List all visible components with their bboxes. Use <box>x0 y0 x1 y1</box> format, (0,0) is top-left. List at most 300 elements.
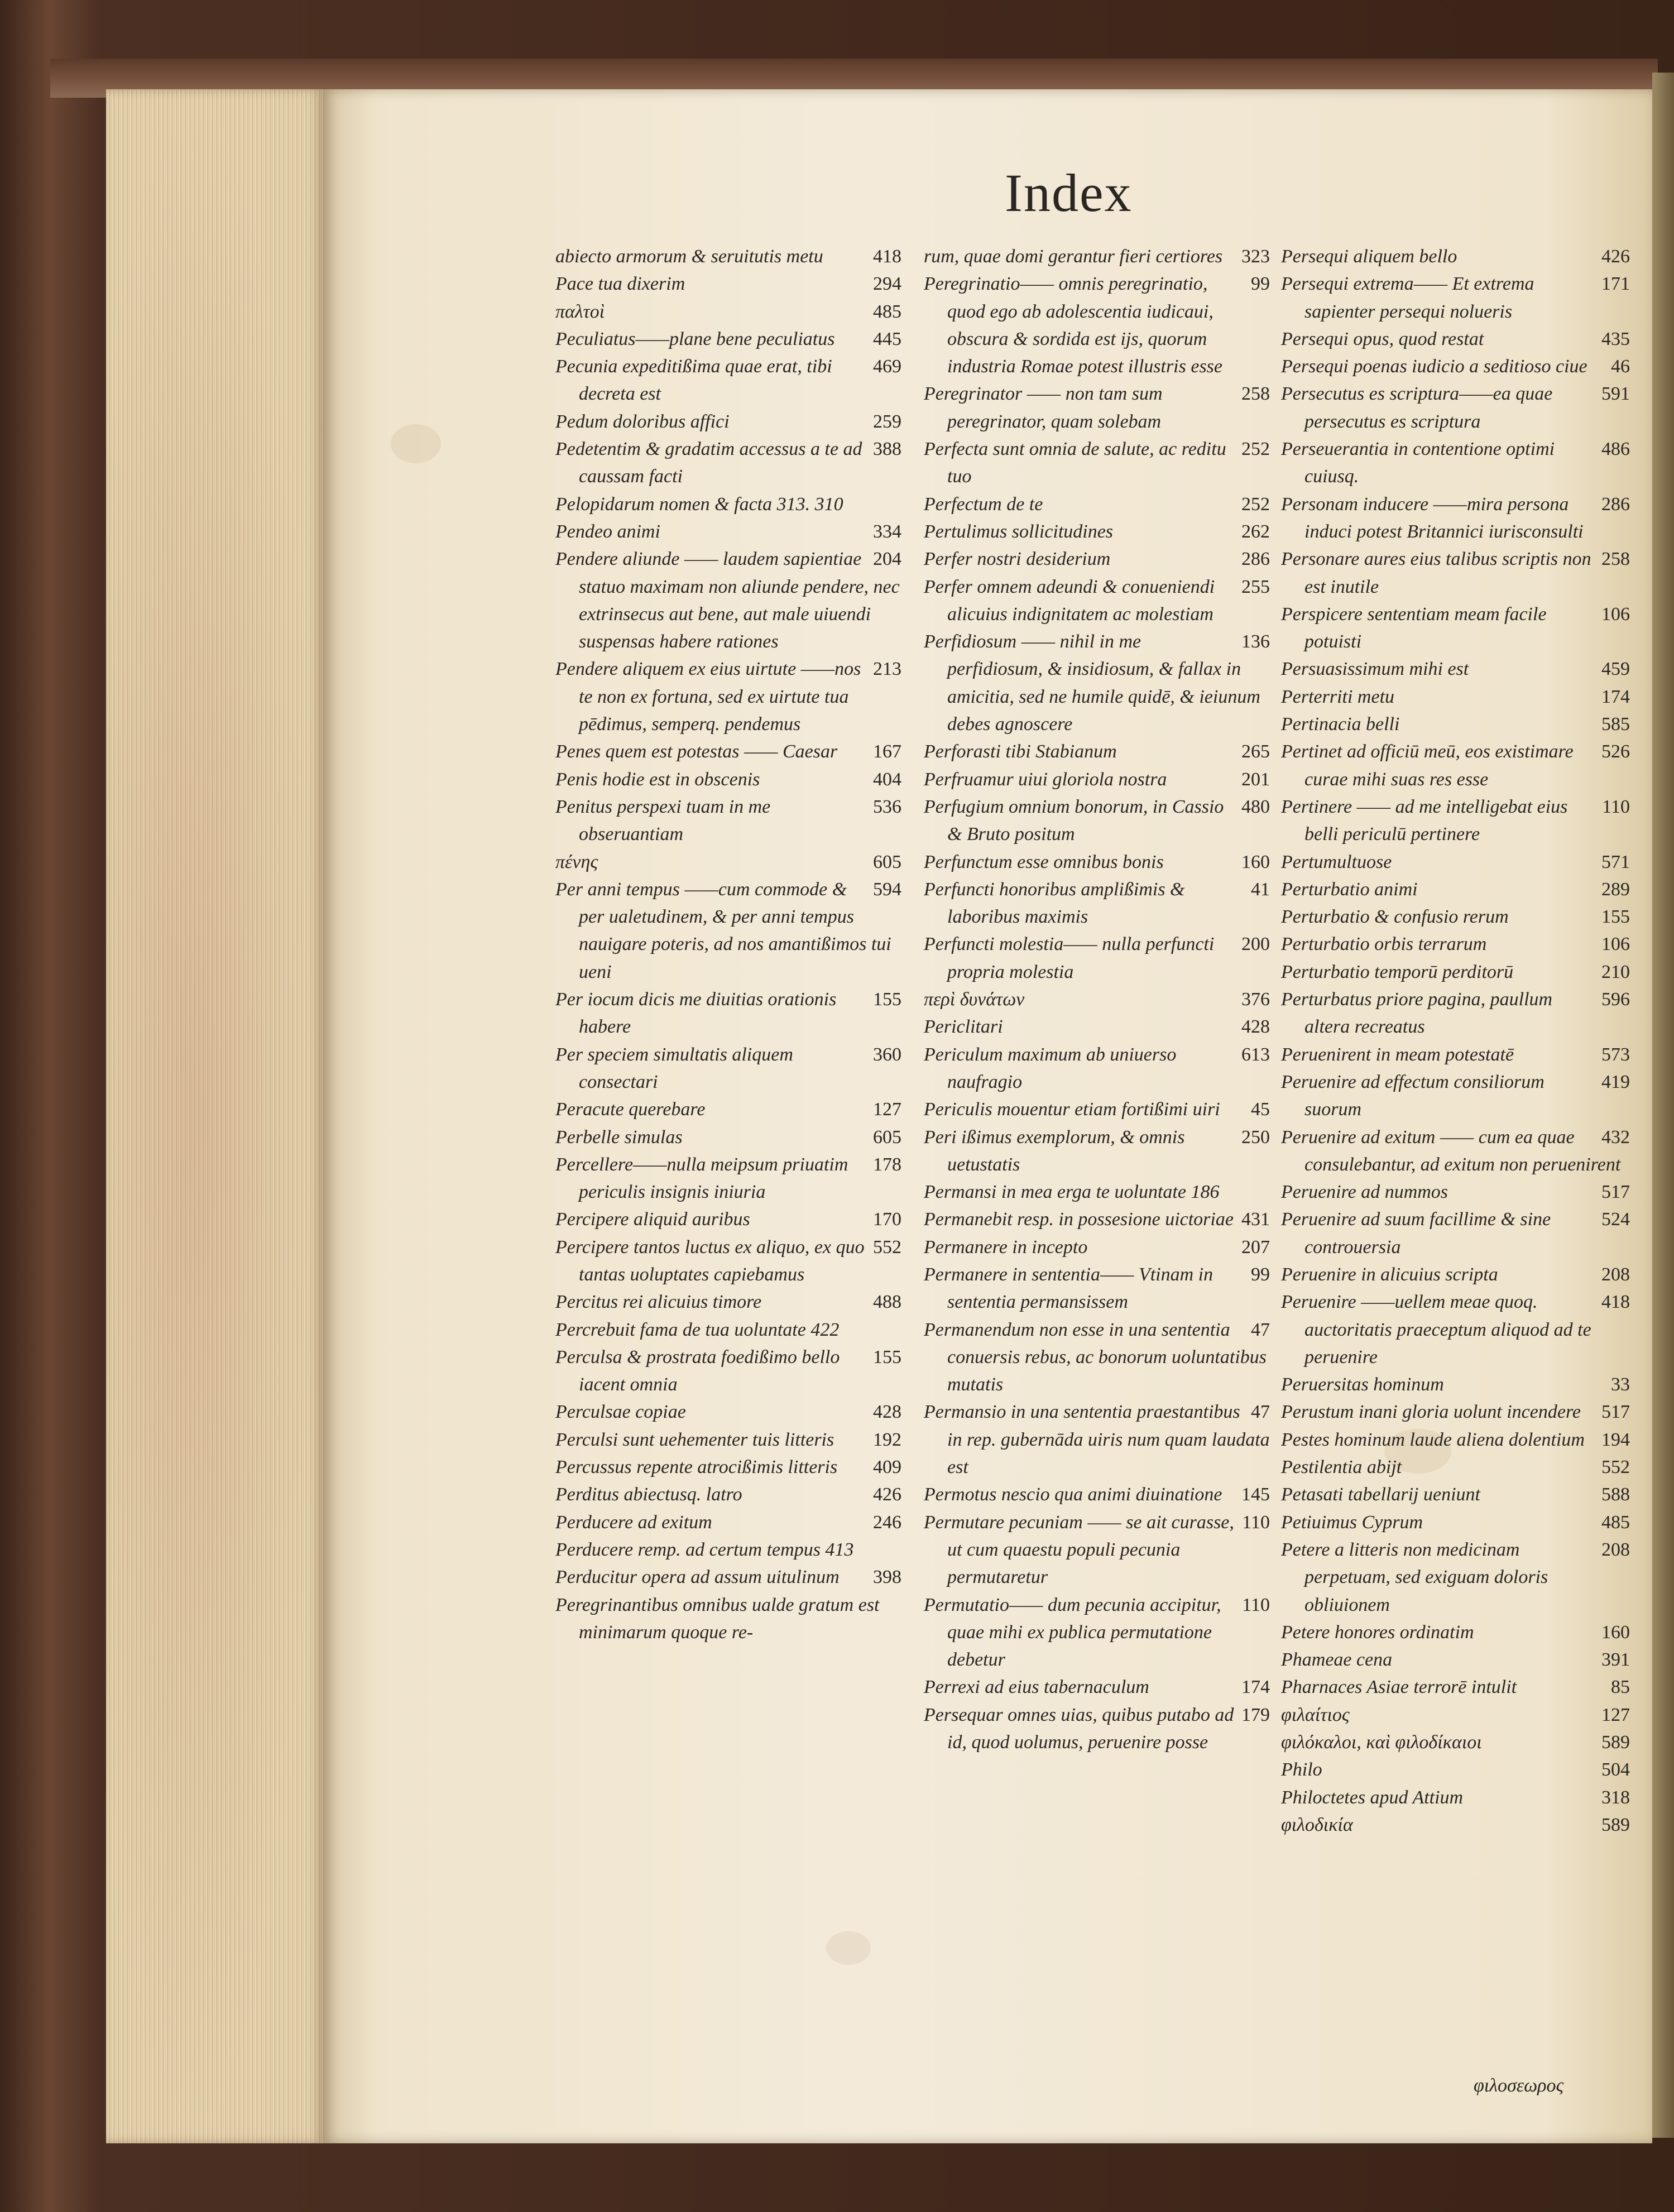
index-entry <box>555 766 901 793</box>
page-reference: 99 <box>1251 273 1270 295</box>
page-reference: 404 <box>873 769 901 790</box>
page-reference: 106 <box>1601 934 1630 955</box>
page-reference: 179 <box>1241 1704 1270 1725</box>
index-entry <box>1281 1784 1630 1811</box>
page-reference: 99 <box>1251 1264 1270 1285</box>
entry-text: Pertinacia belli <box>1281 714 1400 735</box>
entry-text: Persequi aliquem bello <box>1281 246 1457 267</box>
index-entry <box>924 1398 1270 1481</box>
entry-text: Petasati tabellarij ueniunt <box>1281 1484 1480 1505</box>
index-entry <box>1281 1673 1630 1701</box>
entry-text: Perfer omnem adeundi & conueniendi alicuius indignitatem ac molestiam <box>924 576 1215 625</box>
index-entry <box>1281 1124 1630 1179</box>
entry-text: Permansio in una sententia praestantibus in rep. gubernāda uiris num quam laudata est <box>924 1402 1270 1478</box>
entry-text: Penes quem est potestas —— Caesar <box>555 741 838 762</box>
entry-text: Perbelle simulas <box>555 1126 683 1148</box>
index-entry <box>924 1481 1270 1508</box>
page-reference: 485 <box>1601 1512 1630 1533</box>
entry-text: Peruenire ad nummos <box>1281 1182 1448 1203</box>
entry-text: Persecutus es scriptura——ea quae persecutus es scriptura <box>1281 383 1553 432</box>
page-reference: 127 <box>1601 1704 1630 1725</box>
index-entry <box>1281 380 1630 435</box>
page-reference: 588 <box>1601 1484 1630 1505</box>
entry-text: Peruenire ad effectum consiliorum suorum <box>1281 1071 1545 1120</box>
index-entry <box>555 298 901 325</box>
page-reference: 289 <box>1601 879 1630 900</box>
page-reference: 265 <box>1241 741 1270 762</box>
entry-text: Permanendum non esse in una sententia conuersis rebus, ac bonorum uoluntatibus mutatis <box>924 1319 1267 1395</box>
entry-text: Permanebit resp. in possesione uictoriae <box>924 1209 1234 1230</box>
page-reference: 174 <box>1601 686 1630 707</box>
entry-text: Pertumultuose <box>1281 851 1392 872</box>
index-entry <box>1281 601 1630 656</box>
page-reference: 171 <box>1601 273 1630 295</box>
index-entry <box>1281 986 1630 1041</box>
page-reference: 398 <box>873 1567 901 1588</box>
page-reference: 388 <box>873 439 901 460</box>
page-reference: 252 <box>1241 439 1270 460</box>
page-reference: 262 <box>1241 521 1270 542</box>
page-reference: 594 <box>873 879 901 900</box>
entry-text: Perspicere sententiam meam facile potuisti <box>1281 603 1547 652</box>
entry-text: Penitus perspexi tuam in me obseruantiam <box>555 796 771 845</box>
index-entry <box>555 1316 901 1343</box>
index-entry <box>1281 903 1630 930</box>
index-entry <box>555 848 901 876</box>
entry-text: πένης <box>555 851 598 872</box>
index-entry <box>1281 1371 1630 1398</box>
index-entry <box>924 1316 1270 1399</box>
page-reference: 524 <box>1601 1209 1630 1230</box>
page-reference: 85 <box>1611 1677 1630 1698</box>
entry-text: περὶ δυνάτων <box>924 989 1025 1010</box>
index-entry <box>1281 1481 1630 1508</box>
index-entry <box>1281 243 1630 270</box>
index-entry <box>924 435 1270 491</box>
entry-text: Perustum inani gloria uolunt incendere <box>1281 1402 1581 1423</box>
page-reference: 213 <box>873 659 901 680</box>
page-reference: 170 <box>873 1209 901 1230</box>
entry-text: Perturbatio animi <box>1281 879 1418 900</box>
index-entry <box>1281 1068 1630 1124</box>
page-reference: 252 <box>1241 493 1270 515</box>
page-reference: 204 <box>873 549 901 570</box>
entry-text: Pestes hominum laude aliena dolentium <box>1281 1429 1585 1450</box>
index-entry <box>555 545 901 655</box>
entry-text: Per speciem simultatis aliquem consectari <box>555 1044 793 1092</box>
page-reference: 585 <box>1601 714 1630 735</box>
page-reference: 110 <box>1602 796 1630 817</box>
page-reference: 160 <box>1241 851 1270 872</box>
entry-text: Perturbatus priore pagina, paullum altera recreatus <box>1281 989 1553 1038</box>
page-reference: 571 <box>1601 851 1630 872</box>
index-column-3 <box>1281 243 1630 1839</box>
index-column-1 <box>555 243 901 1646</box>
page-reference: 46 <box>1611 356 1630 377</box>
index-entry <box>555 270 901 298</box>
index-entry <box>555 1151 901 1206</box>
page-reference: 192 <box>873 1429 901 1450</box>
entry-text: Peruenire ——uellem meae quoq. auctoritatis praeceptum aliquod ad te peruenire <box>1281 1292 1591 1367</box>
index-entry <box>924 270 1270 380</box>
entry-text: Peregrinatio—— omnis peregrinatio, quod ego ab adolescentia iudicaui, obscura & sordida est ijs, quorum industria Romae potest illustris esse <box>924 273 1222 377</box>
page-reference: 445 <box>873 328 901 349</box>
entry-text: Perculsi sunt uehementer tuis litteris <box>555 1429 834 1450</box>
entry-text: Philoctetes apud Attium <box>1281 1787 1464 1808</box>
entry-text: Pendeo animi <box>555 521 660 542</box>
page-reference: 246 <box>873 1512 901 1533</box>
index-entry <box>924 986 1270 1013</box>
entry-text: Persequi extrema—— Et extrema sapienter persequi nolueris <box>1281 273 1534 322</box>
index-entry <box>1281 655 1630 683</box>
index-entry <box>555 1509 901 1536</box>
entry-text: Personam inducere ——mira persona induci potest Britannici iurisconsulti <box>1281 493 1584 542</box>
page-reference: 613 <box>1241 1044 1270 1065</box>
index-entry <box>555 325 901 353</box>
page-reference: 145 <box>1241 1484 1270 1505</box>
index-entry <box>555 435 901 491</box>
page-reference: 552 <box>873 1236 901 1258</box>
page-reference: 155 <box>1601 906 1630 928</box>
index-entry <box>924 876 1270 931</box>
entry-text: Perforasti tibi Stabianum <box>924 741 1117 762</box>
page-reference: 47 <box>1251 1319 1270 1340</box>
page-reference: 432 <box>1601 1126 1630 1148</box>
entry-text: Peregrinator —— non tam sum peregrinator, quam solebam <box>924 383 1163 432</box>
page-reference: 201 <box>1241 769 1270 790</box>
entry-text: φιλοδικία <box>1281 1814 1353 1835</box>
index-entry <box>1281 1619 1630 1646</box>
page-reference: 174 <box>1241 1677 1270 1698</box>
entry-text: Pelopidarum nomen & facta 313. 310 <box>555 493 843 515</box>
index-entry <box>1281 1509 1630 1536</box>
index-entry <box>924 848 1270 876</box>
page-reference: 127 <box>873 1099 901 1120</box>
index-entry <box>555 1536 901 1563</box>
page-reference: 526 <box>1601 741 1630 762</box>
index-entry <box>924 738 1270 765</box>
entry-text: Penis hodie est in obscenis <box>555 769 760 790</box>
page-reference: 605 <box>873 851 901 872</box>
entry-text: Pertinet ad officiū meū, eos existimare curae mihi suas res esse <box>1281 741 1574 790</box>
index-entry <box>1281 876 1630 903</box>
index-entry <box>924 380 1270 435</box>
page-heading: Index <box>1005 163 1133 223</box>
index-entry <box>1281 683 1630 711</box>
entry-text: Pendere aliquem ex eius uirtute ——nos te non ex fortuna, sed ex uirtute tua pēdimus, semperq. pendemus <box>555 659 861 735</box>
index-entry <box>924 243 1270 270</box>
index-entry <box>1281 1398 1630 1426</box>
index-entry <box>555 1096 901 1123</box>
index-entry <box>924 628 1270 738</box>
index-entry <box>1281 1206 1630 1261</box>
page-reference: 110 <box>1242 1512 1270 1533</box>
entry-text: Perturbatio temporū perditorū <box>1281 961 1514 982</box>
page-reference: 376 <box>1241 989 1270 1010</box>
page-reference: 294 <box>873 273 901 295</box>
page-reference: 488 <box>873 1292 901 1313</box>
index-entry <box>1281 930 1630 958</box>
page-reference: 426 <box>1601 246 1630 267</box>
index-entry <box>1281 711 1630 738</box>
entry-text: Permanere in sententia—— Vtinam in sententia permansissem <box>924 1264 1213 1313</box>
page-reference: 552 <box>1601 1457 1630 1478</box>
page-reference: 208 <box>1601 1264 1630 1285</box>
index-entry <box>555 1234 901 1289</box>
entry-text: Perducere remp. ad certum tempus 413 <box>555 1539 854 1560</box>
entry-text: Pendere aliunde —— laudem sapientiae statuo maximam non aliunde pendere, nec extrinsecus aut bene, aut male uiuendi suspensas habere rationes <box>555 549 900 652</box>
index-entry <box>924 1041 1270 1096</box>
entry-text: Peruenire ad suum facillime & sine controuersia <box>1281 1209 1551 1258</box>
entry-text: Perfuncti honoribus amplißimis & laboribus maximis <box>924 879 1185 928</box>
entry-text: Per anni tempus ——cum commode & per ualetudinem, & per anni tempus nauigare poteris, ad nos amantißimos tui ueni <box>555 879 891 982</box>
page-reference: 47 <box>1251 1402 1270 1423</box>
catchword: φιλοσεωρος <box>1474 2075 1564 2096</box>
page-reference: 485 <box>873 301 901 322</box>
entry-text: Perculsa & prostrata foedißimo bello iacent omnia <box>555 1346 840 1395</box>
index-entry <box>555 1481 901 1508</box>
index-column-2 <box>924 243 1270 1756</box>
index-entry <box>555 243 901 270</box>
index-entry <box>1281 1701 1630 1729</box>
page-reference: 591 <box>1601 383 1630 405</box>
index-entry <box>1281 1426 1630 1453</box>
entry-text: Perducitur opera ad assum uitulinum <box>555 1567 840 1588</box>
entry-text: Peruenirent in meam potestatē <box>1281 1044 1514 1065</box>
index-entry <box>924 1509 1270 1591</box>
page-reference: 258 <box>1241 383 1270 405</box>
index-entry <box>555 1288 901 1316</box>
entry-text: Peruenire ad exitum —— cum ea quae consulebantur, ad exitum non peruenirent <box>1281 1126 1621 1175</box>
entry-text: Permansi in mea erga te uoluntate 186 <box>924 1182 1220 1203</box>
index-entry <box>1281 1756 1630 1783</box>
entry-text: Phameae cena <box>1281 1649 1393 1671</box>
page-reference: 45 <box>1251 1099 1270 1120</box>
entry-text: Percipere tantos luctus ex aliquo, ex quo tantas uoluptates capiebamus <box>555 1236 865 1285</box>
page-reference: 418 <box>1601 1292 1630 1313</box>
index-entry <box>924 1701 1270 1757</box>
page-reference: 605 <box>873 1126 901 1148</box>
entry-text: Perditus abiectusq. latro <box>555 1484 742 1505</box>
entry-text: Perturbatio & confusio rerum <box>1281 906 1509 928</box>
page-reference: 426 <box>873 1484 901 1505</box>
page-reference: 428 <box>1241 1016 1270 1038</box>
index-entry <box>555 738 901 765</box>
page-reference: 167 <box>873 741 901 762</box>
entry-text: Peculiatus——plane bene peculiatus <box>555 328 835 349</box>
entry-text: Perfuncti molestia—— nulla perfuncti propria molestia <box>924 934 1215 982</box>
entry-text: Peregrinantibus omnibus ualde gratum est minimarum quoque re- <box>555 1594 880 1643</box>
page-reference: 596 <box>1601 989 1630 1010</box>
index-entry <box>555 876 901 986</box>
entry-text: φιλόκαλοι, καὶ φιλοδίκαιοι <box>1281 1732 1482 1753</box>
entry-text: Perfunctum esse omnibus bonis <box>924 851 1164 872</box>
index-entry <box>1281 1536 1630 1619</box>
entry-text: Percitus rei alicuius timore <box>555 1292 762 1313</box>
page-reference: 517 <box>1601 1182 1630 1203</box>
entry-text: Persequi opus, quod restat <box>1281 328 1484 349</box>
index-entry <box>555 1398 901 1426</box>
page-reference: 208 <box>1601 1539 1630 1560</box>
page-reference: 178 <box>873 1154 901 1175</box>
index-entry <box>924 1013 1270 1040</box>
index-entry <box>924 1124 1270 1179</box>
page-reference: 480 <box>1241 796 1270 817</box>
index-entry <box>1281 1811 1630 1839</box>
page-reference: 41 <box>1251 879 1270 900</box>
index-entry <box>924 1261 1270 1316</box>
entry-text: Persequi poenas iudicio a seditioso ciue <box>1281 356 1587 377</box>
index-entry <box>1281 1288 1630 1371</box>
entry-text: Perrexi ad eius tabernaculum <box>924 1677 1149 1698</box>
page-reference: 428 <box>873 1402 901 1423</box>
index-entry <box>555 408 901 435</box>
entry-text: Perfruamur uiui gloriola nostra <box>924 769 1167 790</box>
page-reference: 334 <box>873 521 901 542</box>
index-entry <box>924 1206 1270 1233</box>
entry-text: Pecunia expeditißima quae erat, tibi decreta est <box>555 356 832 405</box>
entry-text: Periclitari <box>924 1016 1003 1038</box>
entry-text: Persuasissimum mihi est <box>1281 659 1469 680</box>
entry-text: Perfecta sunt omnia de salute, ac reditu tuo <box>924 439 1226 487</box>
index-entry <box>924 573 1270 628</box>
index-entry <box>1281 738 1630 793</box>
index-entry <box>1281 958 1630 986</box>
index-entry <box>555 1041 901 1096</box>
page-reference: 259 <box>873 411 901 432</box>
page-reference: 409 <box>873 1457 901 1478</box>
page-reference: 250 <box>1241 1126 1270 1148</box>
page-reference: 536 <box>873 796 901 817</box>
index-entry <box>555 1453 901 1481</box>
index-entry <box>1281 1261 1630 1288</box>
entry-text: Petere honores ordinatim <box>1281 1621 1474 1643</box>
entry-text: φιλαίτιος <box>1281 1704 1350 1725</box>
page-reference: 258 <box>1601 549 1630 570</box>
entry-text: Percellere——nulla meipsum priuatim periculis insignis iniuria <box>555 1154 848 1203</box>
page-reference: 486 <box>1601 439 1630 460</box>
entry-text: Percipere aliquid auribus <box>555 1209 750 1230</box>
entry-text: Permotus nescio qua animi diuinatione <box>924 1484 1222 1505</box>
index-entry <box>555 1124 901 1151</box>
entry-text: Percussus repente atrocißimis litteris <box>555 1457 838 1478</box>
entry-text: Philo <box>1281 1759 1322 1781</box>
entry-text: Perseuerantia in contentione optimi cuiusq. <box>1281 439 1555 487</box>
entry-text: Perculsae copiae <box>555 1402 686 1423</box>
entry-text: Permutatio—— dum pecunia accipitur, quae mihi ex publica permutatione debetur <box>924 1594 1221 1671</box>
index-entry <box>1281 545 1630 601</box>
index-entry <box>555 1343 901 1399</box>
index-entry <box>1281 325 1630 353</box>
entry-text: Perfugium omnium bonorum, in Cassio & Bruto positum <box>924 796 1224 845</box>
entry-text: Perfectum de te <box>924 493 1043 515</box>
index-entry <box>1281 793 1630 848</box>
index-entry <box>924 1178 1270 1206</box>
index-entry <box>1281 491 1630 546</box>
entry-text: Pace tua dixerim <box>555 273 685 295</box>
entry-text: Periculum maximum ab uniuerso naufragio <box>924 1044 1177 1092</box>
index-entry <box>1281 353 1630 380</box>
page-reference: 323 <box>1241 246 1270 267</box>
entry-text: Per iocum dicis me diuitias orationis habere <box>555 989 837 1038</box>
index-entry <box>1281 435 1630 491</box>
page-reference: 136 <box>1241 631 1270 652</box>
entry-text: Perfer nostri desiderium <box>924 549 1111 570</box>
index-entry <box>1281 1453 1630 1481</box>
index-entry <box>924 1234 1270 1261</box>
index-entry <box>924 1673 1270 1701</box>
page-reference: 155 <box>873 1346 901 1367</box>
page-reference: 200 <box>1241 934 1270 955</box>
entry-text: Perterriti metu <box>1281 686 1395 707</box>
page-reference: 207 <box>1241 1236 1270 1258</box>
entry-text: Perducere ad exitum <box>555 1512 712 1533</box>
page-reference: 459 <box>1601 659 1630 680</box>
index-entry <box>924 545 1270 573</box>
book-cover-right <box>1652 73 1674 2138</box>
index-entry <box>924 766 1270 793</box>
page-reference: 431 <box>1241 1209 1270 1230</box>
entry-text: Persequar omnes uias, quibus putabo ad id, quod uolumus, peruenire posse <box>924 1704 1234 1753</box>
page-reference: 573 <box>1601 1044 1630 1065</box>
page-reference: 106 <box>1601 603 1630 625</box>
entry-text: Pedetentim & gradatim accessus a te ad caussam facti <box>555 439 862 487</box>
index-entry <box>924 930 1270 986</box>
entry-text: Pedum doloribus affici <box>555 411 730 432</box>
index-entry <box>1281 270 1630 325</box>
page-reference: 589 <box>1601 1732 1630 1753</box>
entry-text: rum, quae domi gerantur fieri certiores <box>924 246 1223 267</box>
page-reference: 504 <box>1601 1759 1630 1781</box>
index-entry <box>924 1096 1270 1123</box>
entry-text: Periculis mouentur etiam fortißimi uiri <box>924 1099 1220 1120</box>
entry-text: Perturbatio orbis terrarum <box>1281 934 1487 955</box>
index-entry <box>1281 848 1630 876</box>
entry-text: Perfidiosum —— nihil in me perfidiosum, & insidiosum, & fallax in amicitia, sed ne humile quidē, & ieiunum debes agnoscere <box>924 631 1260 735</box>
page-reference: 419 <box>1601 1071 1630 1092</box>
entry-text: Peri ißimus exemplorum, & omnis uetustatis <box>924 1126 1185 1175</box>
entry-text: Pertulimus sollicitudines <box>924 521 1114 542</box>
page-reference: 418 <box>873 246 901 267</box>
index-entry <box>555 793 901 848</box>
page-reference: 360 <box>873 1044 901 1065</box>
page-reference: 210 <box>1601 961 1630 982</box>
entry-text: παλτοὶ <box>555 301 605 322</box>
page-reference: 255 <box>1241 576 1270 597</box>
page-reference: 517 <box>1601 1402 1630 1423</box>
index-entry <box>1281 1041 1630 1068</box>
index-entry <box>555 1563 901 1591</box>
entry-text: Personare aures eius talibus scriptis non est inutile <box>1281 549 1591 597</box>
index-entry <box>1281 1729 1630 1756</box>
entry-text: Peruersitas hominum <box>1281 1374 1444 1395</box>
entry-text: abiecto armorum & seruitutis metu <box>555 246 823 267</box>
index-entry <box>555 518 901 545</box>
page-reference: 194 <box>1601 1429 1630 1450</box>
page-reference: 435 <box>1601 328 1630 349</box>
index-entry <box>924 491 1270 518</box>
entry-text: Permanere in incepto <box>924 1236 1088 1258</box>
page-reference: 33 <box>1611 1374 1630 1395</box>
index-entry <box>555 1426 901 1453</box>
index-entry <box>555 1591 901 1647</box>
foxing-stain <box>826 1931 871 1965</box>
index-entry <box>1281 1178 1630 1206</box>
page-reference: 469 <box>873 356 901 377</box>
page-edges <box>106 89 324 2143</box>
entry-text: Pertinere —— ad me intelligebat eius belli periculū pertinere <box>1281 796 1568 845</box>
index-entry <box>555 986 901 1041</box>
